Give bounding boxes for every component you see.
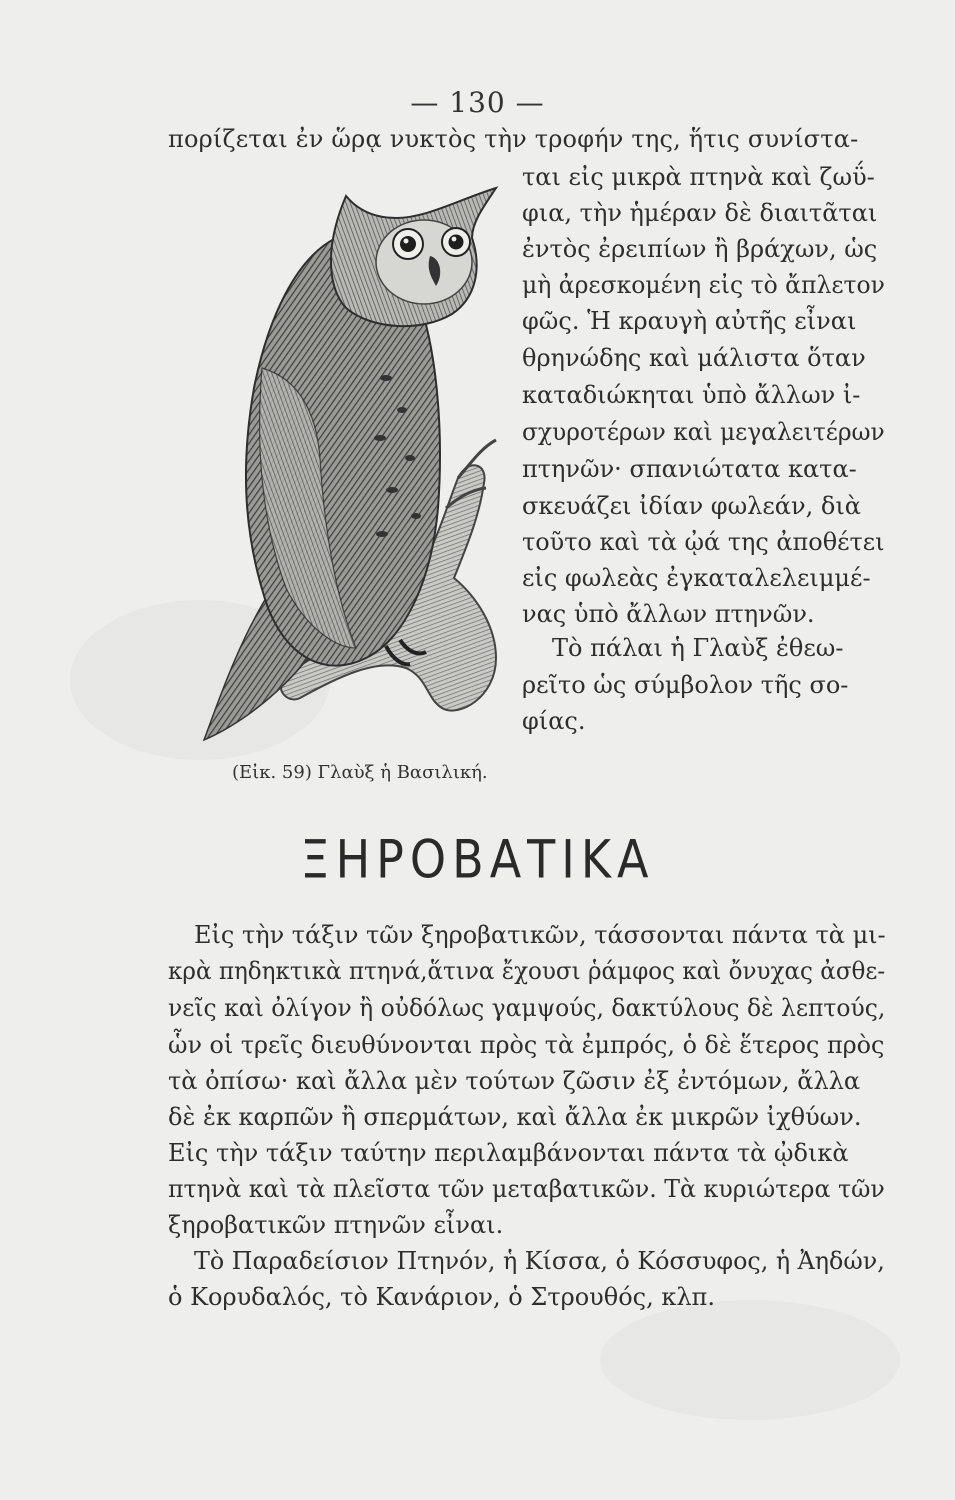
text-line: τοῦτο καὶ τὰ ᾠά της ἀποθέτει [522,528,885,556]
text-line: δὲ ἐκ καρπῶν ἢ σπερμάτων, καὶ ἄλλα ἐκ μικρῶν ἰχθύων. [168,1103,862,1131]
text-line: φια, τὴν ἡμέραν δὲ διαιτᾶται [522,199,878,227]
text-line: ρεῖτο ὡς σύμβολον τῆς σο- [522,671,849,699]
text-line: εἰς φωλεὰς ἐγκαταλελειμμέ- [522,564,871,592]
text-line: κρὰ πηδηκτικὰ πτηνά,ἅτινα ἔχουσι ῥάμφος καὶ ὄνυχας ἀσθε- [168,957,886,985]
text-line: ὧν οἱ τρεῖς διευθύνονται πρὸς τὰ ἐμπρός, ὁ δὲ ἕτερος πρὸς [168,1031,885,1059]
owl-engraving [196,178,514,746]
text-line: ται εἰς μικρὰ πτηνὰ καὶ ζωΰ- [522,163,875,191]
paper-stain [600,1300,900,1420]
text-line: Εἰς τὴν τάξιν ταύτην περιλαμβάνονται πάντα τὰ ᾠδικὰ [168,1139,849,1167]
text-line: καταδιώκηται ὑπὸ ἄλλων ἰ- [522,381,861,409]
text-line: φῶς. Ἡ κραυγὴ αὐτῆς εἶναι [522,307,857,335]
text-line: ξηροβατικῶν πτηνῶν εἶναι. [168,1211,504,1239]
figure-caption: (Εἰκ. 59) Γλαὺξ ἡ Βασιλική. [232,762,488,783]
text-line: Τὸ πάλαι ἡ Γλαὺξ ἐθεω- [552,634,844,662]
text-line: σχυροτέρων καὶ μεγαλειτέρων [522,418,885,446]
text-line: πορίζεται ἐν ὥρᾳ νυκτὸς τὴν τροφήν της, ἥτις συνίστα- [168,125,859,153]
text-line: νεῖς καὶ ὀλίγον ἢ οὐδόλως γαμψούς, δακτύλους δὲ λεπτούς, [168,994,886,1022]
text-line: Τὸ Παραδείσιον Πτηνόν, ἡ Κίσσα, ὁ Κόσσυφος, ἡ Ἀηδών, [194,1247,885,1275]
text-line: θρηνώδης καὶ μάλιστα ὅταν [522,344,866,372]
page-number: — 130 — [410,86,545,119]
section-heading: ΞΗΡΟΒΑΤΙΚΑ [300,827,655,891]
text-line: πτηνὰ καὶ τὰ πλεῖστα τῶν μεταβατικῶν. Τὰ κυριώτερα τῶν [168,1175,885,1203]
text-line: τὰ ὀπίσω· καὶ ἄλλα μὲν τούτων ζῶσιν ἐξ ἐντόμων, ἄλλα [168,1067,861,1095]
text-line: πτηνῶν· σπανιώτατα κατα- [522,455,857,483]
text-line: ὁ Κορυδαλός, τὸ Κανάριον, ὁ Στρουθός, κλπ. [168,1283,715,1311]
text-line: μὴ ἀρεσκομένη εἰς τὸ ἄπλετον [522,271,885,299]
text-line: φίας. [522,707,586,735]
text-line: Εἰς τὴν τάξιν τῶν ξηροβατικῶν, τάσσονται πάντα τὰ μι- [194,921,886,949]
text-line: ἐντὸς ἐρειπίων ἢ βράχων, ὡς [522,235,878,263]
text-line: σκευάζει ἰδίαν φωλεάν, διὰ [522,492,861,520]
text-line: νας ὑπὸ ἄλλων πτηνῶν. [522,600,815,628]
